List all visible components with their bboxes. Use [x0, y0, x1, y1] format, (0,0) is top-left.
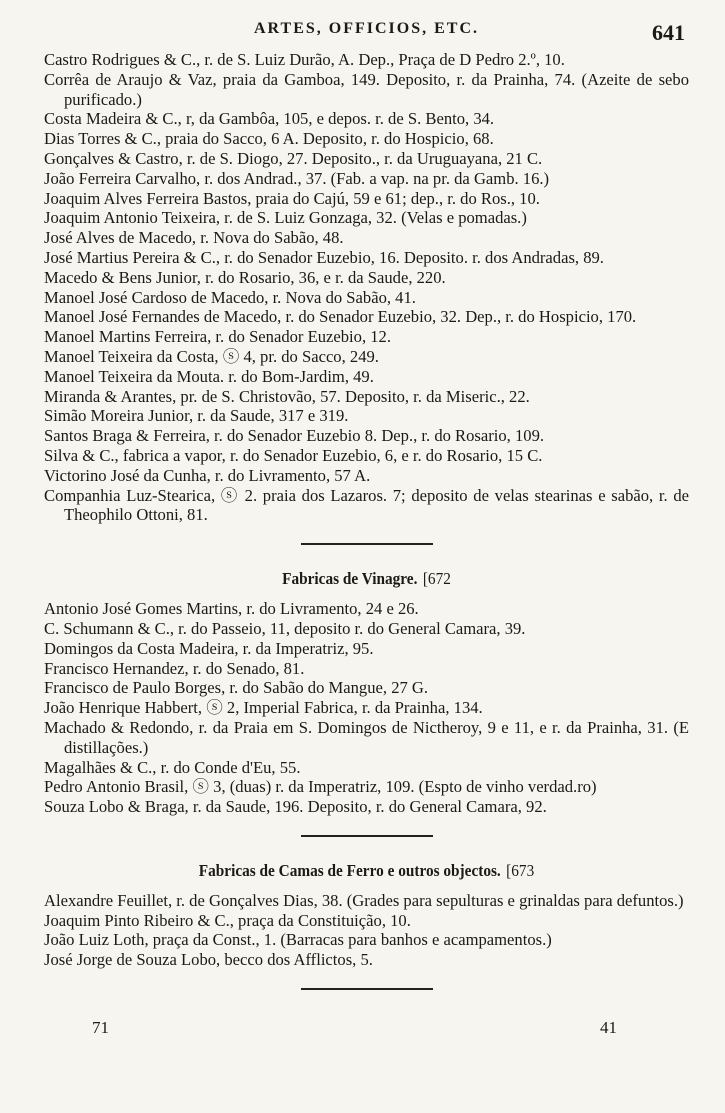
- section-vinagre: [44, 569, 689, 817]
- list-item: Corrêa de Araujo & Vaz, praia da Gamboa, 149. Deposito, r. da Prainha, 74. (Azeite de sebo purificado.): [44, 69, 689, 109]
- section-divider: [301, 988, 433, 990]
- page-footer: [0, 1018, 725, 1048]
- page-number: 641: [652, 20, 685, 45]
- section-heading-text: Fabricas de Vinagre.: [282, 569, 418, 589]
- list-item: Magalhães & C., r. do Conde d'Eu, 55.: [44, 757, 301, 777]
- section-divider: [301, 543, 433, 545]
- list-item: Joaquim Alves Ferreira Bastos, praia do Cajú, 59 e 61; dep., r. do Ros., 10.: [44, 188, 540, 208]
- list-item: Joaquim Antonio Teixeira, r. de S. Luiz Gonzaga, 32. (Velas e pomadas.): [44, 208, 527, 228]
- list-item: Dias Torres & C., praia do Sacco, 6 A. Deposito, r. do Hospicio, 68.: [44, 129, 494, 149]
- section-code: [673: [506, 860, 535, 880]
- list-item: Miranda & Arantes, pr. de S. Christovão, 57. Deposito, r. da Miseric., 22.: [44, 386, 530, 406]
- list-item: Simão Moreira Junior, r. da Saude, 317 e 319.: [44, 406, 349, 426]
- list-item: Manoel José Cardoso de Macedo, r. Nova do Sabão, 41.: [44, 287, 416, 307]
- section-heading: [76, 861, 657, 881]
- section-camas-ferro: [44, 861, 689, 970]
- list-item: Alexandre Feuillet, r. de Gonçalves Dias, 38. (Grades para sepulturas e grinaldas para defuntos.): [44, 890, 684, 910]
- list-item: Manoel Teixeira da Mouta. r. do Bom-Jardim, 49.: [44, 366, 374, 386]
- list-item: João Luiz Loth, praça da Const., 1. (Barracas para banhos e acampamentos.): [44, 930, 552, 950]
- list-item: José Martius Pereira & C., r. do Senador Euzebio, 16. Deposito. r. dos Andradas, 89.: [44, 247, 604, 267]
- list-item: João Henrique Habbert, ⓢ 2, Imperial Fabrica, r. da Prainha, 134.: [44, 698, 483, 718]
- list-item: Francisco Hernandez, r. do Senado, 81.: [44, 658, 305, 678]
- list-item: Santos Braga & Ferreira, r. do Senador Euzebio 8. Dep., r. do Rosario, 109.: [44, 426, 545, 446]
- list-item: Castro Rodrigues & C., r. de S. Luiz Durão, A. Dep., Praça de D Pedro 2.º, 10.: [44, 50, 565, 69]
- footer-signature-left: 71: [92, 1018, 109, 1037]
- list-item: Joaquim Pinto Ribeiro & C., praça da Constituição, 10.: [44, 910, 411, 930]
- list-item: Antonio José Gomes Martins, r. do Livramento, 24 e 26.: [44, 599, 419, 619]
- section-heading: [76, 569, 657, 589]
- list-item: Domingos da Costa Madeira, r. da Imperatriz, 95.: [44, 638, 374, 658]
- list-item: Companhia Luz-Stearica, ⓢ 2. praia dos Lazaros. 7; deposito de velas stearinas e sabão, r. de Theophilo Ottoni, 81.: [44, 485, 689, 525]
- list-item: Pedro Antonio Brasil, ⓢ 3, (duas) r. da Imperatriz, 109. (Espto de vinho verdad.ro): [44, 777, 597, 797]
- list-item: Costa Madeira & C., r, da Gambôa, 105, e depos. r. de S. Bento, 34.: [44, 109, 495, 129]
- list-item: Silva & C., fabrica a vapor, r. do Senador Euzebio, 6, e r. do Rosario, 15 C.: [44, 445, 543, 465]
- list-item: Manoel Martins Ferreira, r. do Senador Euzebio, 12.: [44, 327, 391, 347]
- running-title: ARTES, OFFICIOS, ETC.: [253, 20, 480, 37]
- section-heading-text: Fabricas de Camas de Ferro e outros objectos.: [198, 860, 501, 880]
- footer-signature-right: 41: [600, 1018, 617, 1037]
- section-code: [672: [422, 569, 451, 589]
- running-header: [44, 0, 689, 44]
- entry-list: [44, 891, 689, 970]
- list-item: Macedo & Bens Junior, r. do Rosario, 36, e r. da Saude, 220.: [44, 267, 446, 287]
- entry-list: [44, 50, 689, 525]
- list-item: Manoel Teixeira da Costa, ⓢ 4, pr. do Sacco, 249.: [44, 346, 379, 366]
- list-item: João Ferreira Carvalho, r. dos Andrad., 37. (Fab. a vap. na pr. da Gamb. 16.): [44, 168, 550, 188]
- list-item: Victorino José da Cunha, r. do Livramento, 57 A.: [44, 465, 371, 485]
- entry-list: [44, 599, 689, 817]
- list-item: C. Schumann & C., r. do Passeio, 11, deposito r. do General Camara, 39.: [44, 618, 526, 638]
- list-item: Machado & Redondo, r. da Praia em S. Domingos de Nictheroy, 9 e 11, e r. da Prainha, 31. (E distillações.): [44, 717, 689, 757]
- list-item: José Alves de Macedo, r. Nova do Sabão, 48.: [44, 228, 344, 248]
- list-item: Gonçalves & Castro, r. de S. Diogo, 27. Deposito., r. da Uruguayana, 21 C.: [44, 148, 543, 168]
- list-item: Manoel José Fernandes de Macedo, r. do Senador Euzebio, 32. Dep., r. do Hospicio, 170.: [44, 307, 637, 327]
- list-item: Souza Lobo & Braga, r. da Saude, 196. Deposito, r. do General Camara, 92.: [44, 797, 547, 817]
- list-item: José Jorge de Souza Lobo, becco dos Afflictos, 5.: [44, 950, 373, 970]
- section-divider: [301, 835, 433, 837]
- section-velas-sabao: [44, 50, 689, 525]
- list-item: Francisco de Paulo Borges, r. do Sabão do Mangue, 27 G.: [44, 678, 429, 698]
